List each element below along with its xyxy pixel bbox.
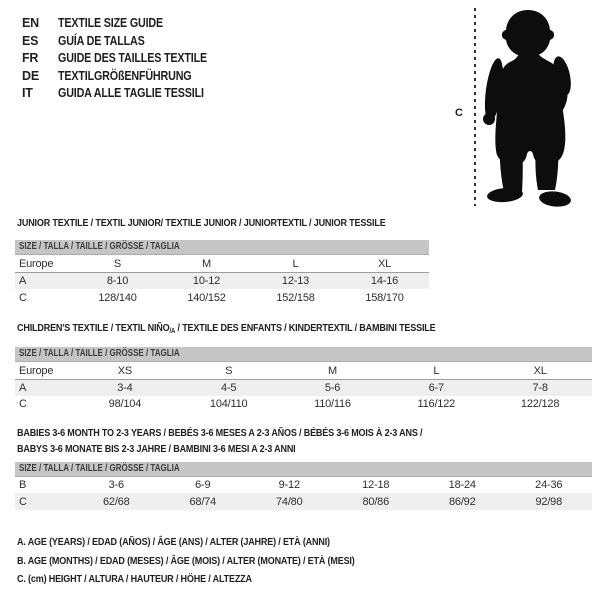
value-cell: 140/152 (187, 291, 226, 304)
footnote-b (17, 552, 410, 571)
language-title: TEXTILGRÖßENFÜHRUNG (58, 68, 192, 83)
value-cell: 92/98 (506, 493, 593, 510)
value-cell: 14-16 (340, 273, 429, 290)
table-row-age (15, 380, 592, 397)
size-header-bar (15, 240, 429, 255)
size-header-label: SIZE / TALLA / TAILLE / GRÖSSE / TAGLIA (19, 463, 180, 474)
table-row-height (15, 396, 592, 412)
junior-section-title (17, 215, 446, 231)
value-cell: 122/128 (520, 398, 560, 410)
size-header-bar (15, 347, 592, 362)
footnote-a-text: A. AGE (YEARS) / EDAD (AÑOS) / ÂGE (ANS) / ALTER (JAHRE) / ETÀ (ANNI) (17, 536, 330, 548)
value-cell: 8-10 (73, 273, 162, 290)
value-cell: 9-12 (278, 479, 300, 491)
size-cell: M (281, 362, 385, 380)
value-cell: 4-5 (177, 380, 281, 397)
row-label-cell: B (19, 479, 27, 491)
row-label-cell: C (19, 398, 27, 410)
value-cell: 5-6 (281, 380, 385, 397)
junior-table (15, 255, 429, 306)
row-label-cell: A (15, 380, 73, 397)
language-code: IT (22, 86, 33, 101)
language-title: GUÍA DE TALLAS (58, 33, 145, 48)
size-cell: L (384, 362, 488, 380)
language-code: ES (22, 33, 39, 48)
value-cell: 62/68 (73, 493, 160, 510)
value-cell: 152/158 (276, 291, 315, 304)
babies-title-line2: BABYS 3-6 MONATE BIS 2-3 JAHRE / BAMBINI 3-6 MESI A 2-3 ANNI (17, 443, 296, 455)
junior-section-title-text: JUNIOR TEXTILE / TEXTIL JUNIOR/ TEXTILE JUNIOR / JUNIORTEXTIL / JUNIOR TESSILE (17, 217, 386, 229)
language-title: TEXTILE SIZE GUIDE (58, 16, 164, 30)
value-cell: 68/74 (160, 493, 247, 510)
size-cell: XL (340, 255, 429, 273)
height-measure-label: C (455, 107, 463, 119)
value-cell: 74/80 (246, 493, 333, 510)
size-cell: XL (488, 362, 592, 380)
language-row-fr (22, 50, 231, 68)
baby-left-hand (483, 113, 495, 125)
row-label-cell: A (15, 273, 73, 290)
baby-head (502, 10, 554, 57)
size-header-bar (15, 462, 592, 477)
row-label-cell: C (15, 493, 73, 510)
value-cell: 7-8 (488, 380, 592, 397)
language-code: EN (22, 16, 39, 30)
value-cell: 104/110 (209, 398, 248, 410)
footnotes (17, 533, 410, 589)
value-cell: 24-36 (535, 479, 563, 491)
language-title: GUIDA ALLE TAGLIE TESSILI (58, 86, 204, 101)
value-cell: 3-4 (73, 380, 177, 397)
table-row-sizes (15, 362, 592, 380)
language-list (22, 15, 231, 103)
baby-left-leg (500, 142, 523, 192)
language-row-de (22, 68, 231, 86)
value-cell: 6-9 (195, 479, 211, 491)
size-cell: S (177, 362, 281, 380)
table-row-height (15, 493, 592, 510)
footnote-b-text: B. AGE (MONTHS) / EDAD (MESES) / ÂGE (MOIS) / ALTER (MONATE) / ETÀ (MESI) (17, 554, 355, 567)
children-section-title (17, 320, 504, 338)
language-row-es (22, 33, 231, 51)
baby-silhouette-icon (482, 6, 582, 208)
value-cell: 10-12 (162, 273, 251, 290)
region-label-cell: Europe (15, 362, 73, 380)
children-title-subscript: /A (169, 328, 176, 335)
language-row-en (22, 15, 231, 33)
value-cell: 86/92 (419, 493, 506, 510)
babies-title-line1: BABIES 3-6 MONTH TO 2-3 YEARS / BEBÉS 3-6 MESES A 2-3 AÑOS / BÉBÉS 3-6 MOIS À 2-3 ANS / (17, 427, 423, 439)
size-cell: M (162, 255, 251, 273)
table-row-height (15, 289, 429, 306)
language-row-it (22, 85, 231, 103)
row-label-cell: C (19, 291, 27, 304)
size-cell: L (251, 255, 340, 273)
language-code: FR (22, 51, 39, 66)
size-header-label: SIZE / TALLA / TAILLE / GRÖSSE / TAGLIA (19, 348, 180, 359)
table-row-age (15, 273, 429, 290)
size-cell: XS (73, 362, 177, 380)
size-header-label: SIZE / TALLA / TAILLE / GRÖSSE / TAGLIA (19, 241, 180, 252)
table-row-sizes (15, 255, 429, 273)
region-label-cell: Europe (15, 255, 73, 273)
language-code: DE (22, 68, 39, 83)
babies-size-table (15, 462, 592, 510)
children-title-post: / TEXTILE DES ENFANTS / KINDERTEXTIL / BAMBINI TESSILE (175, 322, 436, 334)
children-table (15, 362, 592, 412)
table-row-months (15, 477, 592, 493)
value-cell: 158/170 (365, 291, 404, 304)
value-cell: 12-13 (251, 273, 340, 290)
footnote-c-text: C. (cm) HEIGHT / ALTURA / HAUTEUR / HÖHE / ALTEZZA (17, 573, 252, 585)
value-cell: 110/116 (314, 398, 351, 410)
value-cell: 12-18 (362, 479, 390, 491)
children-size-table (15, 347, 592, 412)
children-title-pre: CHILDREN'S TEXTILE / TEXTIL NIÑO (17, 322, 170, 334)
value-cell: 3-6 (108, 479, 124, 491)
height-measure-dotted-line (474, 8, 476, 206)
size-cell: S (73, 255, 162, 273)
value-cell: 18-24 (448, 479, 476, 491)
junior-size-table (15, 240, 429, 306)
footnote-a (17, 533, 410, 552)
baby-right-leg (535, 142, 558, 190)
value-cell: 98/104 (108, 398, 142, 410)
children-section-title-text (17, 320, 435, 338)
babies-section-title (17, 425, 488, 457)
footnote-c (17, 570, 410, 589)
baby-right-foot (538, 190, 571, 208)
language-title: GUIDE DES TAILLES TEXTILE (58, 51, 208, 66)
value-cell: 128/140 (98, 291, 137, 304)
value-cell: 6-7 (384, 380, 488, 397)
babies-table (15, 477, 592, 510)
value-cell: 116/122 (417, 398, 456, 410)
value-cell: 80/86 (333, 493, 420, 510)
